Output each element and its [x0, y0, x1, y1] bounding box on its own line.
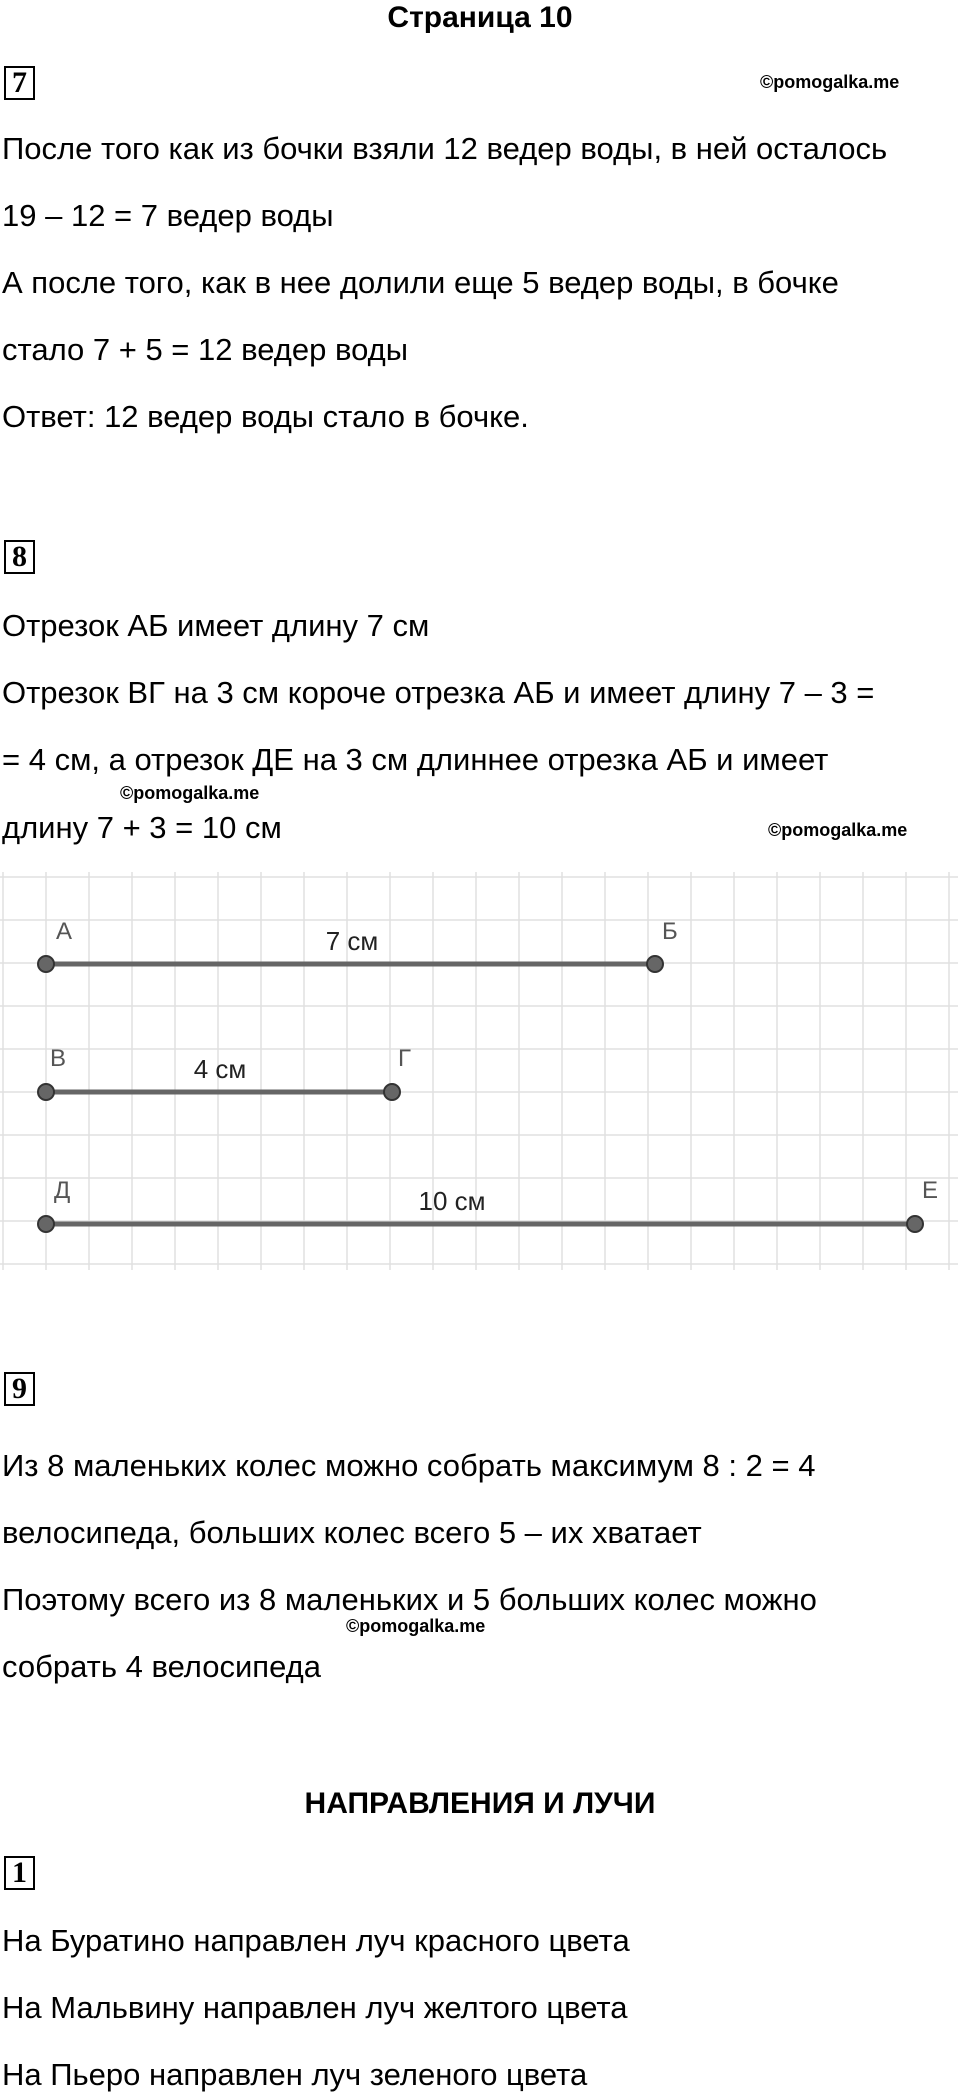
segment-length-label: 7 см — [325, 926, 379, 956]
task9-text-line: Поэтому всего из 8 маленьких и 5 больших колес можно — [2, 1582, 817, 1617]
task7-text-line: А после того, как в нее долили еще 5 ведер воды, в бочке — [2, 265, 839, 300]
point-label: В — [50, 1045, 67, 1072]
task9-text-line: велосипеда, больших колес всего 5 – их хватает — [2, 1515, 702, 1550]
segment-point — [38, 1084, 54, 1100]
segment-vg — [38, 1045, 411, 1100]
task-number-box: 1 — [4, 1856, 35, 1890]
point-label: Б — [662, 918, 678, 945]
task-number-box: 8 — [4, 540, 35, 574]
task7-answer-line: Ответ: 12 ведер воды стало в бочке. — [2, 399, 529, 434]
point-label: А — [56, 918, 73, 945]
segment-point — [907, 1216, 923, 1232]
task7-text-line: После того как из бочки взяли 12 ведер воды, в ней осталось — [2, 131, 888, 166]
segments-grid-figure — [0, 872, 960, 1272]
task8-text-line: длину 7 + 3 = 10 см — [2, 810, 282, 845]
segment-de — [38, 1177, 938, 1232]
task7-text-line: 19 – 12 = 7 ведер воды — [2, 198, 334, 233]
segment-length-label: 4 см — [193, 1054, 247, 1084]
task-number-box: 7 — [4, 66, 35, 100]
point-label: Е — [922, 1177, 939, 1204]
task9-text-line: собрать 4 велосипеда — [2, 1649, 321, 1684]
segment-ab — [38, 918, 678, 972]
segment-length-label: 10 см — [418, 1186, 486, 1216]
task9-text-line: Из 8 маленьких колес можно собрать максимум 8 : 2 = 4 — [2, 1448, 816, 1483]
task8-text-line: = 4 см, а отрезок ДЕ на 3 см длиннее отрезка АБ и имеет — [2, 742, 829, 777]
task1-text-line: На Мальвину направлен луч желтого цвета — [2, 1990, 628, 2025]
point-label: Г — [398, 1045, 411, 1072]
watermark: ©pomogalka.me — [120, 783, 260, 803]
watermark: ©pomogalka.me — [346, 1616, 486, 1636]
task7-text-line: стало 7 + 5 = 12 ведер воды — [2, 332, 409, 367]
watermark: ©pomogalka.me — [768, 820, 908, 840]
task8-text-line: Отрезок АБ имеет длину 7 см — [2, 608, 430, 643]
page-title: Страница 10 — [387, 1, 573, 34]
task1-text-line: На Буратино направлен луч красного цвета — [2, 1923, 630, 1958]
segment-point — [38, 1216, 54, 1232]
watermark: ©pomogalka.me — [760, 72, 900, 92]
segment-point — [384, 1084, 400, 1100]
task1-text-line: На Пьеро направлен луч зеленого цвета — [2, 2057, 588, 2092]
section-heading: НАПРАВЛЕНИЯ И ЛУЧИ — [304, 1787, 656, 1820]
segment-point — [647, 956, 663, 972]
segment-point — [38, 956, 54, 972]
task-number-box: 9 — [4, 1372, 35, 1406]
point-label: Д — [54, 1177, 71, 1204]
task8-text-line: Отрезок ВГ на 3 см короче отрезка АБ и имеет длину 7 – 3 = — [2, 675, 875, 710]
